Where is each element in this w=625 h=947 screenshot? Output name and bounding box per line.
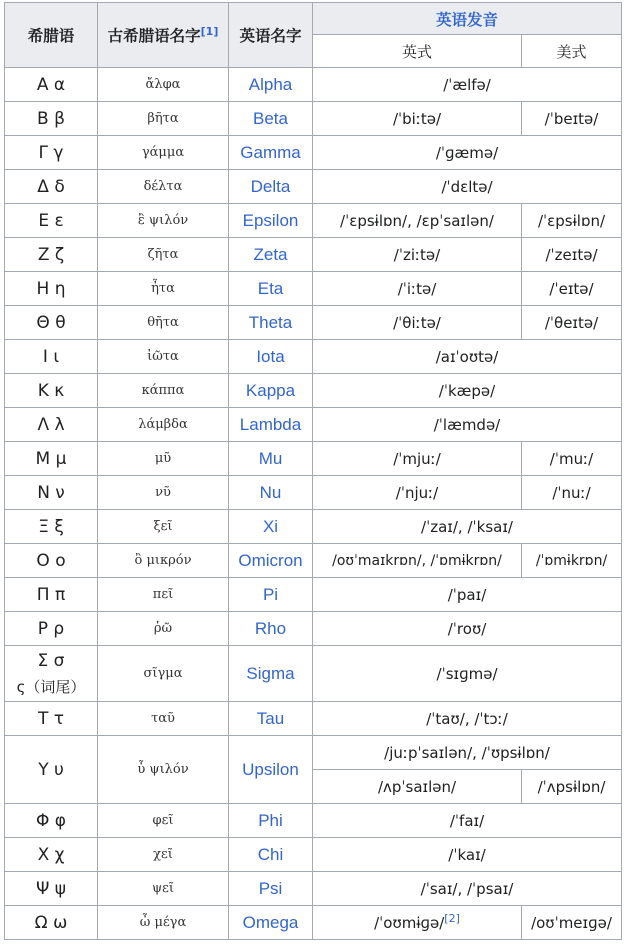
table-row <box>5 306 622 340</box>
pronunciation: /ˈfaɪ/ <box>313 804 622 838</box>
ancient-name: δέλτα <box>98 170 229 204</box>
english-name-link[interactable]: Omega <box>229 906 313 940</box>
table-row <box>5 340 622 374</box>
greek-letter: Ο ο <box>5 544 98 578</box>
greek-letter: Ζ ζ <box>5 238 98 272</box>
table-row <box>5 804 622 838</box>
ancient-name: βῆτα <box>98 102 229 136</box>
ancient-name: ἦτα <box>98 272 229 306</box>
pronunciation: /ˈtaʊ/, /ˈtɔː/ <box>313 702 622 736</box>
greek-letter <box>5 646 98 702</box>
table-row <box>5 544 622 578</box>
pronunciation: /ˈdɛltə/ <box>313 170 622 204</box>
table-row <box>5 204 622 238</box>
greek-letter: Τ τ <box>5 702 98 736</box>
table-row <box>5 838 622 872</box>
table-row <box>5 646 622 702</box>
pronunciation-american: /ˈzeɪtə/ <box>522 238 622 272</box>
ancient-name: ῥῶ <box>98 612 229 646</box>
table-row <box>5 408 622 442</box>
greek-letter: Μ μ <box>5 442 98 476</box>
greek-letter: Γ γ <box>5 136 98 170</box>
greek-letter: Ε ε <box>5 204 98 238</box>
english-name-link[interactable]: Delta <box>229 170 313 204</box>
greek-letter: Θ θ <box>5 306 98 340</box>
table-row <box>5 136 622 170</box>
english-name-link[interactable]: Xi <box>229 510 313 544</box>
pronunciation: /ˈælfə/ <box>313 68 622 102</box>
greek-letter: Δ δ <box>5 170 98 204</box>
table-row <box>5 170 622 204</box>
table-row <box>5 702 622 736</box>
greek-alphabet-table <box>4 2 622 940</box>
pronunciation-american: /oʊˈmeɪɡə/ <box>522 906 622 940</box>
table-row <box>5 476 622 510</box>
pronunciation-british-text: /ˈoʊmɨɡə/ <box>374 913 445 932</box>
header-american: 美式 <box>522 35 622 68</box>
pronunciation-american: /ˈɒmɨkrɒn/ <box>522 544 622 578</box>
english-name-link[interactable]: Beta <box>229 102 313 136</box>
ancient-name: λάμβδα <box>98 408 229 442</box>
table-row <box>5 736 622 770</box>
english-name-link[interactable]: Tau <box>229 702 313 736</box>
pronunciation: /ˈkæpə/ <box>313 374 622 408</box>
table-row <box>5 578 622 612</box>
pronunciation-american: /ˈeɪtə/ <box>522 272 622 306</box>
pronunciation-british: /ˈmjuː/ <box>313 442 522 476</box>
greek-letter: Ξ ξ <box>5 510 98 544</box>
ancient-name: χεῖ <box>98 838 229 872</box>
pronunciation-british: /ˈziːtə/ <box>313 238 522 272</box>
ancient-name: γάμμα <box>98 136 229 170</box>
greek-letter-final-sigma: ς（词尾） <box>16 677 86 696</box>
english-name-link[interactable]: Sigma <box>229 646 313 702</box>
greek-letter: Ι ι <box>5 340 98 374</box>
pronunciation: /juːpˈsaɪlən/, /ˈʊpsɨlɒn/ <box>313 736 622 770</box>
pronunciation: /ˈsɪɡmə/ <box>313 646 622 702</box>
reference-link-2[interactable]: [2] <box>444 911 460 925</box>
pronunciation: /ˈroʊ/ <box>313 612 622 646</box>
ancient-name: νῦ <box>98 476 229 510</box>
english-name-link[interactable]: Phi <box>229 804 313 838</box>
pronunciation-american: /ˈθeɪtə/ <box>522 306 622 340</box>
table-row <box>5 238 622 272</box>
table-row <box>5 612 622 646</box>
pronunciation-american: /ˈbeɪtə/ <box>522 102 622 136</box>
greek-letter: Φ φ <box>5 804 98 838</box>
pronunciation: /ˈsaɪ/, /ˈpsaɪ/ <box>313 872 622 906</box>
table-row <box>5 68 622 102</box>
ancient-name: φεῖ <box>98 804 229 838</box>
reference-link-1[interactable]: [1] <box>200 24 219 38</box>
english-name-link[interactable]: Gamma <box>229 136 313 170</box>
greek-letter: Η η <box>5 272 98 306</box>
greek-letter: Κ κ <box>5 374 98 408</box>
english-name-link[interactable]: Rho <box>229 612 313 646</box>
pronunciation-british: /ˈbiːtə/ <box>313 102 522 136</box>
table-row <box>5 102 622 136</box>
english-name-link[interactable]: Pi <box>229 578 313 612</box>
ancient-name: ἰῶτα <box>98 340 229 374</box>
ancient-name: ὖ ψιλόν <box>98 736 229 804</box>
pronunciation: /ˈzaɪ/, /ˈksaɪ/ <box>313 510 622 544</box>
header-ancient-name-label: 古希腊语名字 <box>107 27 201 45</box>
greek-letter: Ψ ψ <box>5 872 98 906</box>
pronunciation-british: /ʌpˈsaɪlən/ <box>313 770 522 804</box>
pronunciation-british: /ˈθiːtə/ <box>313 306 522 340</box>
ancient-name: ψεῖ <box>98 872 229 906</box>
english-name-link[interactable]: Mu <box>229 442 313 476</box>
pronunciation-british: /oʊˈmaɪkrɒn/, /ˈɒmɨkrɒn/ <box>313 544 522 578</box>
pronunciation-american: /ˈɛpsɨlɒn/ <box>522 204 622 238</box>
ancient-name: ζῆτα <box>98 238 229 272</box>
ancient-name: ξεῖ <box>98 510 229 544</box>
pronunciation-american: /ˈnuː/ <box>522 476 622 510</box>
english-name-link[interactable]: Chi <box>229 838 313 872</box>
pronunciation: /ˈlæmdə/ <box>313 408 622 442</box>
english-name-link[interactable]: Lambda <box>229 408 313 442</box>
table-row <box>5 374 622 408</box>
pronunciation: /ˈpaɪ/ <box>313 578 622 612</box>
pronunciation: /ˈɡæmə/ <box>313 136 622 170</box>
ancient-name: κάππα <box>98 374 229 408</box>
pronunciation-british: /ˈnjuː/ <box>313 476 522 510</box>
greek-letter: Υ υ <box>5 736 98 804</box>
greek-letter: Π π <box>5 578 98 612</box>
pronunciation-american: /ˈmuː/ <box>522 442 622 476</box>
header-ancient-name <box>98 3 229 68</box>
header-pronunciation[interactable]: 英语发音 <box>313 3 622 35</box>
greek-letter: Ν ν <box>5 476 98 510</box>
ancient-name: ἒ ψιλόν <box>98 204 229 238</box>
greek-letter: Ω ω <box>5 906 98 940</box>
header-british: 英式 <box>313 35 522 68</box>
ancient-name: ὂ μικρόν <box>98 544 229 578</box>
greek-letter-sigma: Σ σ <box>37 650 65 671</box>
greek-letter: Α α <box>5 68 98 102</box>
greek-letter: Χ χ <box>5 838 98 872</box>
table-row <box>5 272 622 306</box>
greek-letter: Λ λ <box>5 408 98 442</box>
english-name-link[interactable]: Zeta <box>229 238 313 272</box>
english-name-link[interactable]: Theta <box>229 306 313 340</box>
english-name-link[interactable]: Iota <box>229 340 313 374</box>
english-name-link[interactable]: Nu <box>229 476 313 510</box>
pronunciation: /aɪˈoʊtə/ <box>313 340 622 374</box>
pronunciation-british <box>313 906 522 940</box>
pronunciation-british: /ˈiːtə/ <box>313 272 522 306</box>
ancient-name: ταῦ <box>98 702 229 736</box>
ancient-name: ὦ μέγα <box>98 906 229 940</box>
pronunciation-british: /ˈɛpsɨlɒn/, /ɛpˈsaɪlən/ <box>313 204 522 238</box>
table-row <box>5 442 622 476</box>
table-row <box>5 872 622 906</box>
english-name-link[interactable]: Upsilon <box>229 736 313 804</box>
ancient-name: μῦ <box>98 442 229 476</box>
ancient-name: ἄλφα <box>98 68 229 102</box>
ancient-name: θῆτα <box>98 306 229 340</box>
english-name-link[interactable]: Omicron <box>229 544 313 578</box>
table-row <box>5 906 622 940</box>
ancient-name: σῖγμα <box>98 646 229 702</box>
greek-letter: Β β <box>5 102 98 136</box>
pronunciation-american: /ˈʌpsɨlɒn/ <box>522 770 622 804</box>
header-greek: 希腊语 <box>5 3 98 68</box>
ancient-name: πεῖ <box>98 578 229 612</box>
greek-letter: Ρ ρ <box>5 612 98 646</box>
english-name-link[interactable]: Psi <box>229 872 313 906</box>
english-name-link[interactable]: Alpha <box>229 68 313 102</box>
english-name-link[interactable]: Eta <box>229 272 313 306</box>
english-name-link[interactable]: Epsilon <box>229 204 313 238</box>
pronunciation: /ˈkaɪ/ <box>313 838 622 872</box>
english-name-link[interactable]: Kappa <box>229 374 313 408</box>
table-row <box>5 510 622 544</box>
header-english-name: 英语名字 <box>229 3 313 68</box>
